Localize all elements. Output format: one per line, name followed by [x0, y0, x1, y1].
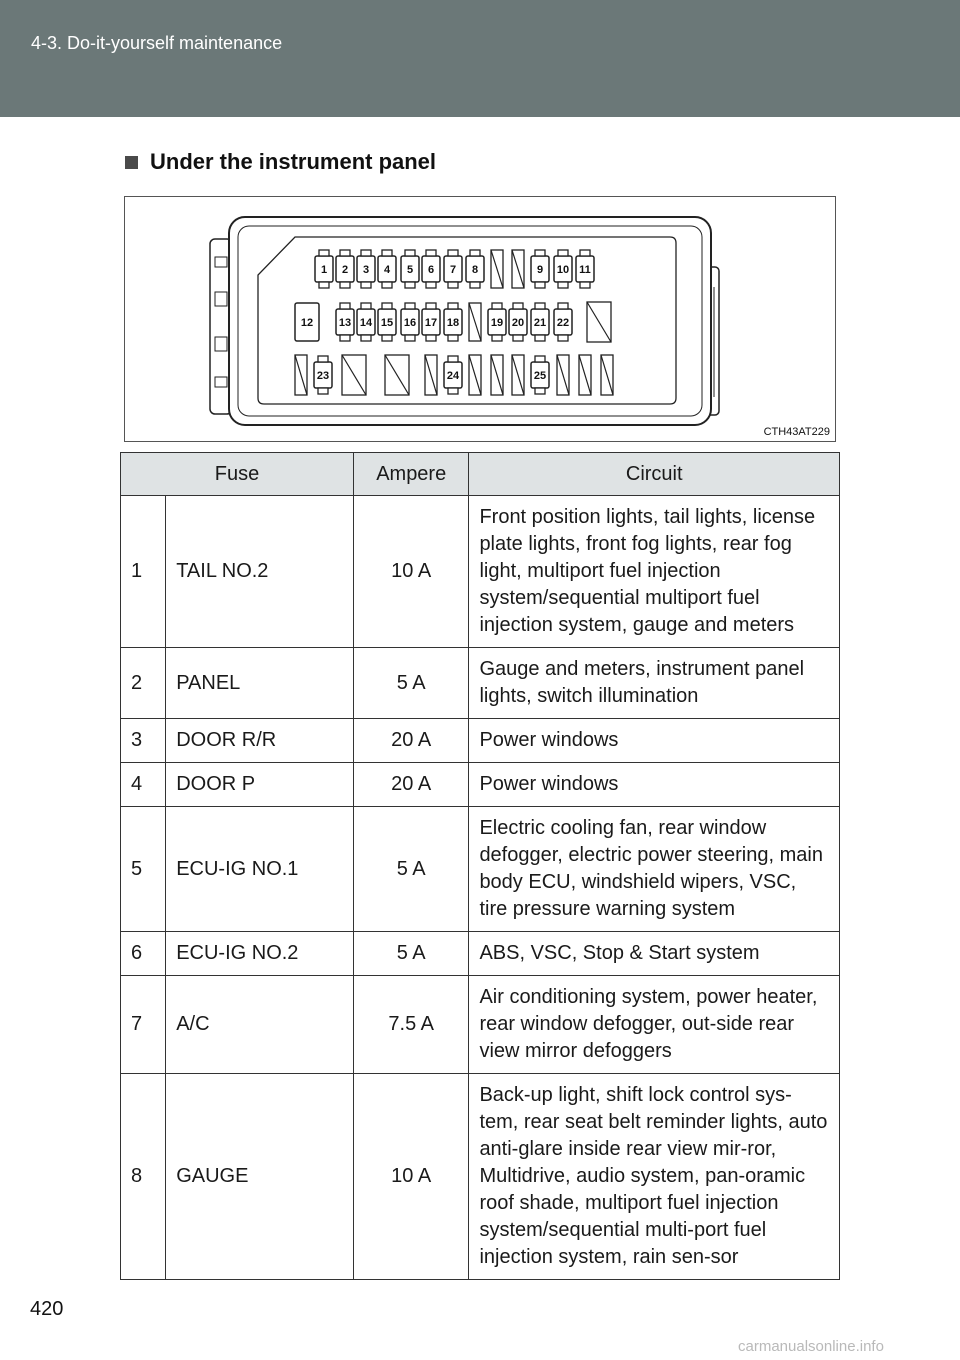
fuse-number: 3 — [121, 719, 166, 763]
fuse-ampere: 7.5 A — [353, 976, 468, 1074]
fuse-name: DOOR R/R — [166, 719, 354, 763]
column-header-circuit: Circuit — [469, 453, 840, 496]
fuse-number: 8 — [121, 1074, 166, 1280]
fuse-slot-2 — [336, 250, 354, 288]
fuse-ampere: 10 A — [353, 1074, 468, 1280]
fuse-number-label: 7 — [449, 264, 457, 276]
fuse-name: ECU-IG NO.1 — [166, 807, 354, 932]
empty-fuse-slot — [491, 355, 503, 395]
empty-fuse-slot — [469, 355, 481, 395]
fuse-number-label: 5 — [406, 264, 414, 276]
fuse-number-label: 23 — [316, 370, 330, 382]
empty-fuse-slot — [469, 303, 481, 341]
heading-text: Under the instrument panel — [150, 149, 437, 174]
fuse-number-label: 11 — [579, 264, 591, 276]
fuse-number: 2 — [121, 648, 166, 719]
empty-fuse-slot — [557, 355, 569, 395]
empty-fuse-slot — [295, 355, 307, 395]
table-row — [121, 648, 840, 719]
empty-fuse-slot — [579, 355, 591, 395]
table-row — [121, 932, 840, 976]
fuse-slot-13 — [336, 303, 354, 341]
fuse-number-label: 4 — [383, 264, 391, 276]
fuse-ampere: 20 A — [353, 763, 468, 807]
empty-relay-slot — [587, 302, 611, 342]
empty-fuse-slot — [512, 355, 524, 395]
fuse-slot-6 — [422, 250, 440, 288]
fuse-number-label: 21 — [533, 317, 547, 329]
fuse-ampere: 5 A — [353, 932, 468, 976]
table-row — [121, 976, 840, 1074]
fuse-slot-22 — [554, 303, 572, 341]
fuse-slot-8 — [466, 250, 484, 288]
fuse-number-label: 20 — [511, 317, 525, 329]
fuse-slot-11 — [576, 250, 594, 288]
square-bullet-icon — [125, 156, 138, 169]
empty-fuse-slot — [512, 250, 524, 288]
fuse-number-label: 10 — [556, 264, 570, 276]
fuse-slot-5 — [401, 250, 419, 288]
fuse-slot-3 — [357, 250, 375, 288]
fuse-name: GAUGE — [166, 1074, 354, 1280]
fuse-slot-16 — [401, 303, 419, 341]
fuse-slot-15 — [378, 303, 396, 341]
fuse-circuit: Power windows — [469, 719, 840, 763]
fuse-number-label: 18 — [446, 317, 460, 329]
fuse-slot-10 — [554, 250, 572, 288]
table-row — [121, 496, 840, 648]
table-header-row — [121, 453, 840, 496]
column-header-ampere: Ampere — [353, 453, 468, 496]
fuse-number-label: 3 — [362, 264, 370, 276]
fuse-number-label: 19 — [490, 317, 504, 329]
fuse-circuit: Air conditioning system, power heater, rear window defogger, out-side rear view mirror defoggers — [469, 976, 840, 1074]
fuse-box-figure — [124, 196, 836, 442]
fuse-box-diagram — [125, 197, 837, 443]
fuse-slot-7 — [444, 250, 462, 288]
section-heading — [125, 149, 436, 175]
fuse-slot-4 — [378, 250, 396, 288]
fuse-number-label: 15 — [380, 317, 394, 329]
fuse-number-label: 14 — [359, 317, 373, 329]
section-title: 4-3. Do-it-yourself maintenance — [31, 33, 283, 53]
fuse-slot-21 — [531, 303, 549, 341]
empty-relay-slot — [342, 355, 366, 395]
fuse-number: 6 — [121, 932, 166, 976]
fuse-slot-14 — [357, 303, 375, 341]
fuse-slot-12 — [295, 303, 319, 341]
fuse-slot-9 — [531, 250, 549, 288]
fuse-name: ECU-IG NO.2 — [166, 932, 354, 976]
fuse-slot-19 — [488, 303, 506, 341]
column-header-fuse: Fuse — [121, 453, 354, 496]
fuse-slot-18 — [444, 303, 462, 341]
table-row — [121, 807, 840, 932]
fuse-number-label: 8 — [471, 264, 479, 276]
fuse-number-label: 1 — [320, 264, 328, 276]
figure-code: CTH43AT229 — [763, 426, 830, 438]
fuse-number-label: 17 — [424, 317, 438, 329]
fuse-ampere: 5 A — [353, 807, 468, 932]
table-row — [121, 1074, 840, 1280]
fuse-number-label: 6 — [427, 264, 435, 276]
fuse-number: 4 — [121, 763, 166, 807]
fuse-name: DOOR P — [166, 763, 354, 807]
fuse-number: 1 — [121, 496, 166, 648]
fuse-slot-17 — [422, 303, 440, 341]
empty-fuse-slot — [425, 355, 437, 395]
fuse-circuit: Gauge and meters, instrument panel lights, switch illumination — [469, 648, 840, 719]
fuse-number-label: 16 — [403, 317, 417, 329]
empty-fuse-slot — [491, 250, 503, 288]
header-band — [0, 0, 960, 117]
fuse-slot-23 — [314, 356, 332, 394]
fuse-number: 7 — [121, 976, 166, 1074]
fuse-ampere: 5 A — [353, 648, 468, 719]
fuse-number-label: 22 — [556, 317, 570, 329]
fuse-number-label: 9 — [536, 264, 544, 276]
fuse-number-label: 25 — [533, 370, 547, 382]
fuse-number-label: 2 — [341, 264, 349, 276]
fuse-circuit: Power windows — [469, 763, 840, 807]
fuse-name: A/C — [166, 976, 354, 1074]
fuse-slot-20 — [509, 303, 527, 341]
fuse-circuit: Electric cooling fan, rear window defogger, electric power steering, main body ECU, windshield wipers, VSC, tire pressure warning system — [469, 807, 840, 932]
fuse-table — [120, 452, 840, 1280]
fuse-ampere: 20 A — [353, 719, 468, 763]
fuse-circuit: Front position lights, tail lights, license plate lights, front fog lights, rear fog light, multiport fuel injection system/sequential multiport fuel injection system, gauge and meters — [469, 496, 840, 648]
fuse-name: TAIL NO.2 — [166, 496, 354, 648]
fuse-slot-24 — [444, 356, 462, 394]
fuse-number-label: 13 — [338, 317, 352, 329]
table-row — [121, 719, 840, 763]
watermark: carmanualsonline.info — [738, 1338, 884, 1355]
fuse-name: PANEL — [166, 648, 354, 719]
table-row — [121, 763, 840, 807]
page-number: 420 — [30, 1298, 64, 1320]
fuse-circuit: ABS, VSC, Stop & Start system — [469, 932, 840, 976]
fuse-number-label: 12 — [300, 317, 314, 329]
fuse-ampere: 10 A — [353, 496, 468, 648]
fuse-number: 5 — [121, 807, 166, 932]
fuse-slot-1 — [315, 250, 333, 288]
empty-fuse-slot — [601, 355, 613, 395]
fuse-number-label: 24 — [446, 370, 460, 382]
empty-relay-slot — [385, 355, 409, 395]
fuse-slot-25 — [531, 356, 549, 394]
fuse-circuit: Back-up light, shift lock control sys-tem, rear seat belt reminder lights, auto anti-glare inside rear view mir-ror, Multidrive, audio system, pan-oramic roof shade, multiport fuel injection system/sequential multi-port fuel injection system, rain sen-sor — [469, 1074, 840, 1280]
